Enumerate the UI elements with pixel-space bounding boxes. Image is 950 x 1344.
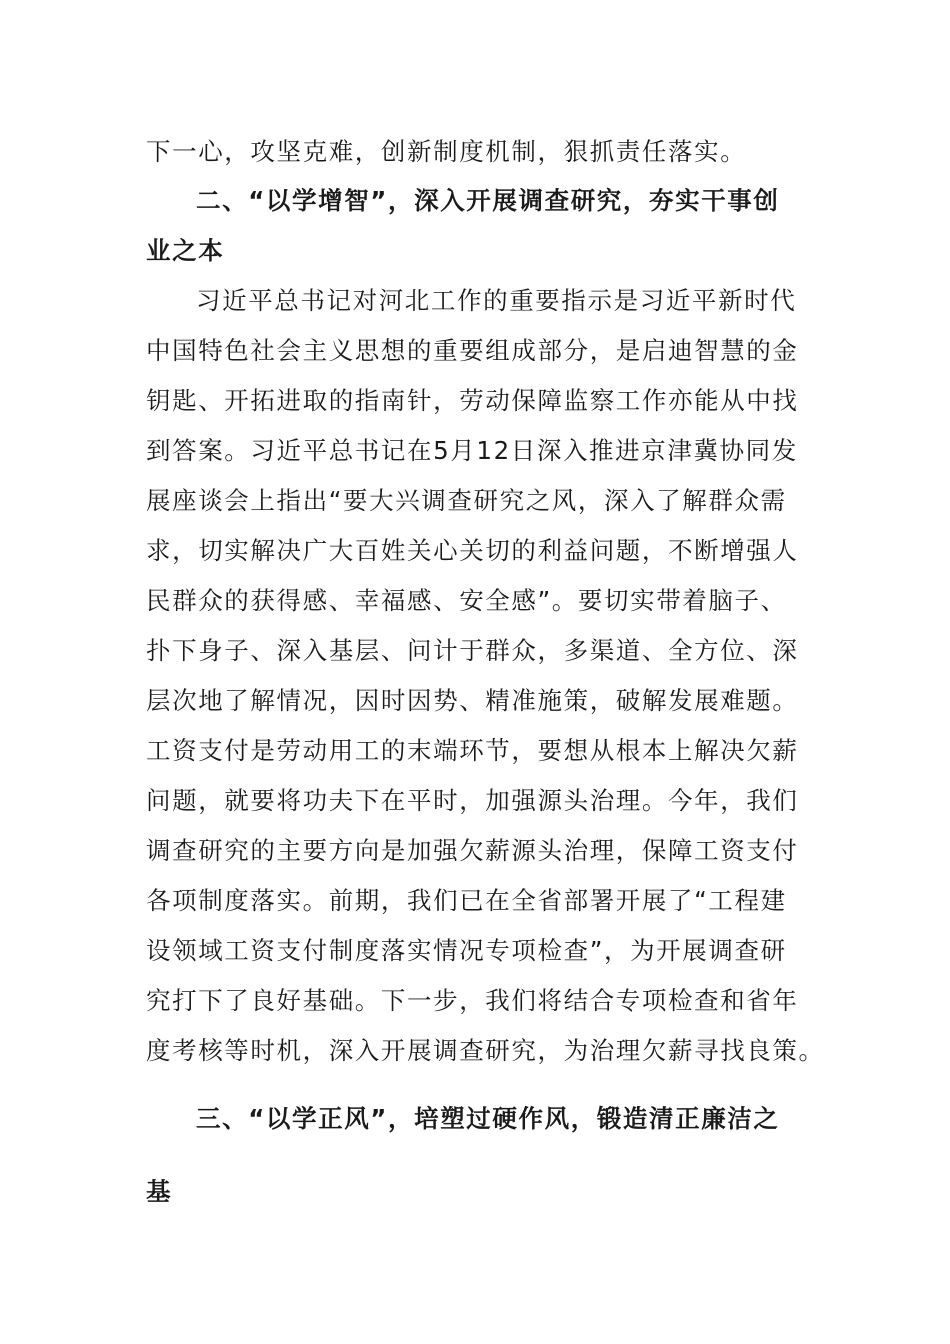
text-line: 扑下身子、深入基层、问计于群众，多渠道、全方位、深 [146,636,799,665]
section-heading-3-cont: 基 [146,1177,173,1206]
text-line: 设领域工资支付制度落实情况专项检查”，为开展调查研 [146,936,787,965]
section-heading-2: 二、“以学增智”，深入开展调查研究，夯实干事创 [196,186,780,215]
text-line: 民群众的获得感、幸福感、安全感”。要切实带着脑子、 [146,586,787,615]
text-line: 下一心，攻坚克难，创新制度机制，狠抓责任落实。 [146,137,747,166]
text-line: 展座谈会上指出“要大兴调查研究之风，深入了解群众需 [146,486,787,515]
text-line: 习近平总书记对河北工作的重要指示是习近平新时代 [196,286,797,315]
section-heading-2-cont: 业之本 [146,236,225,265]
text-line: 度考核等时机，深入开展调查研究，为治理欠薪寻找良策。 [146,1036,825,1065]
text-line: 工资支付是劳动用工的末端环节，要想从根本上解决欠薪 [146,736,799,765]
text-line: 钥匙、开拓进取的指南针，劳动保障监察工作亦能从中找 [146,386,799,415]
text-line: 调查研究的主要方向是加强欠薪源头治理，保障工资支付 [146,836,799,865]
text-line: 问题，就要将功夫下在平时，加强源头治理。今年，我们 [146,786,799,815]
text-line: 层次地了解情况，因时因势、精准施策，破解发展难题。 [146,686,799,715]
text-line: 求，切实解决广大百姓关心关切的利益问题，不断增强人 [146,536,799,565]
text-line: 究打下了良好基础。下一步，我们将结合专项检查和省年 [146,986,799,1015]
text-line: 到答案。习近平总书记在5月12日深入推进京津冀协同发 [146,436,798,465]
text-line: 各项制度落实。前期，我们已在全省部署开展了“工程建 [146,886,787,915]
section-heading-3: 三、“以学正风”，培塑过硬作风，锻造清正廉洁之 [196,1104,780,1133]
text-line: 中国特色社会主义思想的重要组成部分，是启迪智慧的金 [146,336,799,365]
